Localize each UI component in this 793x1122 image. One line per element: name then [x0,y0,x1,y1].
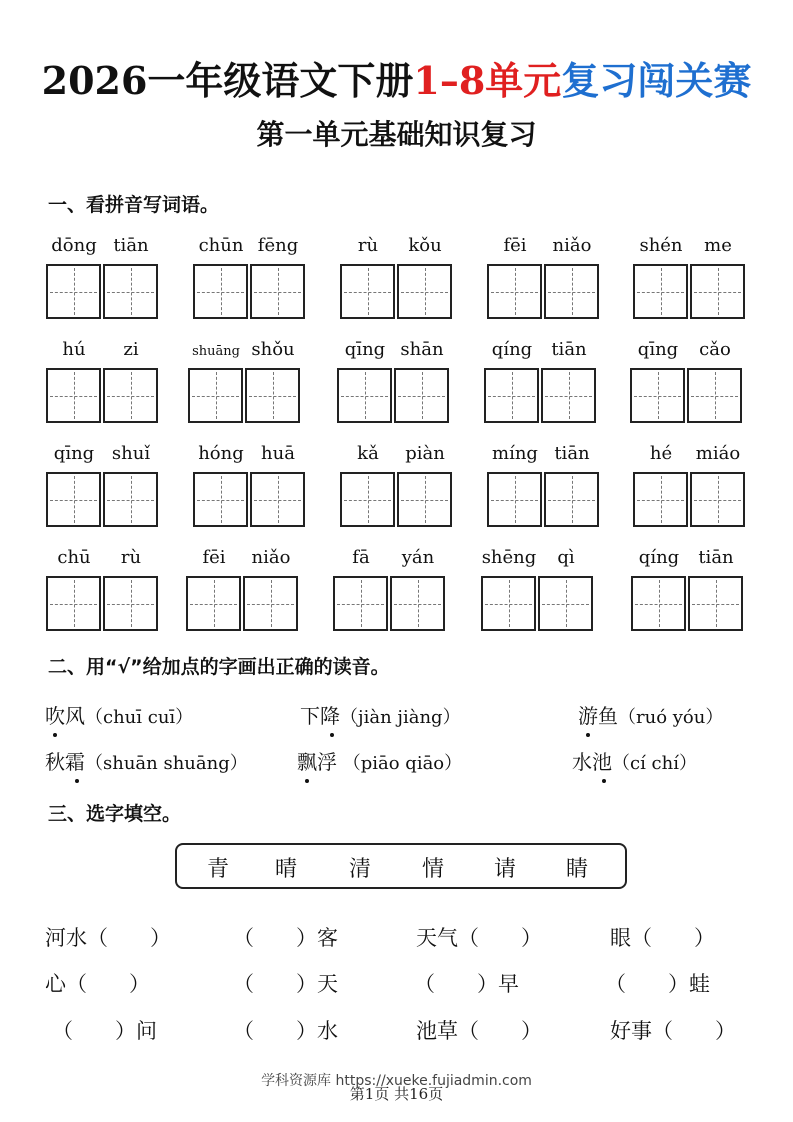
pinyin-word [337,339,451,425]
pinyin-syllable: shuāng [192,344,240,359]
item-word: 秋霜 [45,746,85,775]
pinyin-syllable: hú [62,339,86,360]
reading-item [297,746,462,775]
item-word: 水池 [572,746,612,775]
writing-box[interactable] [186,576,241,631]
fill-blank[interactable]: 眼（ ） [610,926,715,950]
section1-heading: 一、看拼音写词语。 [48,194,220,216]
writing-box[interactable] [690,472,745,527]
writing-box[interactable] [333,576,388,631]
bank-char: 青 [207,857,230,882]
pinyin-syllable: cǎo [699,339,731,360]
writing-box[interactable] [544,472,599,527]
pinyin-syllable: dōng [51,235,97,256]
writing-box[interactable] [484,368,539,423]
writing-box[interactable] [188,368,243,423]
bank-char: 情 [422,857,445,882]
pinyin-syllable: zi [123,339,139,360]
page-title [0,50,793,105]
writing-box[interactable] [193,264,248,319]
section2-heading: 二、用“√”给加点的字画出正确的读音。 [48,656,390,678]
pinyin-syllable: kǒu [408,235,442,256]
pinyin-syllable: fā [352,547,370,568]
writing-box[interactable] [541,368,596,423]
writing-box[interactable] [394,368,449,423]
writing-box[interactable] [487,472,542,527]
character-bank [175,843,627,889]
fill-blank[interactable]: （ ）客 [233,926,338,950]
item-word: 飘浮 [297,746,337,775]
writing-box[interactable] [397,264,452,319]
emphasis-dot [53,733,57,737]
pinyin-word [46,443,160,529]
emphasis-dot [586,733,590,737]
writing-box[interactable] [690,264,745,319]
item-options: （shuān shuāng） [85,753,248,774]
item-options: （piāo qiāo） [337,753,463,774]
title-part3: 复习闯关赛 [561,58,752,103]
pinyin-syllable: shuǐ [111,443,151,464]
pinyin-syllable: qíng [491,339,533,360]
bank-char: 清 [349,857,372,882]
pinyin-syllable: kǎ [357,443,379,464]
item-options: （cí chí） [612,753,697,774]
pinyin-syllable: tiān [551,339,587,360]
pinyin-word [340,443,454,529]
writing-box[interactable] [633,264,688,319]
writing-box[interactable] [397,472,452,527]
writing-box[interactable] [250,472,305,527]
pinyin-syllable: chū [57,547,91,568]
bank-char: 请 [494,857,517,882]
pinyin-word [193,235,307,321]
pinyin-syllable: fēi [503,235,527,256]
emphasis-dot [305,779,309,783]
writing-box[interactable] [544,264,599,319]
page-subtitle: 第一单元基础知识复习 [256,118,537,151]
writing-box[interactable] [46,368,101,423]
pinyin-word [487,235,601,321]
writing-box[interactable] [243,576,298,631]
writing-box[interactable] [193,472,248,527]
item-word: 游鱼 [578,700,618,729]
writing-box[interactable] [103,264,158,319]
pinyin-syllable: rù [357,235,379,256]
pinyin-syllable: yán [401,547,435,568]
pinyin-syllable: qíng [638,547,680,568]
title-part1: 2026一年级语文下册 [41,58,414,103]
writing-box[interactable] [103,472,158,527]
item-word: 吹风 [45,700,85,729]
writing-box[interactable] [630,368,685,423]
pinyin-word [333,547,447,633]
emphasis-dot [330,733,334,737]
pinyin-syllable: huā [261,443,295,464]
writing-box[interactable] [46,576,101,631]
pinyin-syllable: miáo [695,443,741,464]
writing-box[interactable] [103,576,158,631]
bank-char: 睛 [566,857,589,882]
writing-box[interactable] [390,576,445,631]
writing-box[interactable] [245,368,300,423]
pinyin-syllable: niǎo [251,547,291,568]
pinyin-word [340,235,454,321]
writing-box[interactable] [481,576,536,631]
pinyin-syllable: tiān [554,443,590,464]
fill-blank[interactable]: （ ）问 [52,1019,157,1043]
pinyin-syllable: shǒu [251,339,295,360]
title-part2: 1–8单元 [413,58,562,103]
page-number: 第1页 共16页 [349,1085,444,1103]
reading-item [578,700,723,729]
writing-box[interactable] [250,264,305,319]
item-options: （chuī cuī） [85,707,194,728]
pinyin-syllable: hé [649,443,673,464]
pinyin-syllable: míng [492,443,538,464]
pinyin-syllable: chūn [198,235,244,256]
writing-box[interactable] [688,576,743,631]
fill-blank[interactable]: （ ）蛙 [605,972,710,996]
pinyin-syllable: fēng [257,235,299,256]
pinyin-word [46,235,160,321]
pinyin-syllable: me [704,235,732,256]
writing-box[interactable] [487,264,542,319]
fill-blank[interactable]: （ ）早 [414,972,519,996]
section3-heading: 三、选字填空。 [48,803,182,825]
pinyin-word [484,339,598,425]
item-options: （jiàn jiàng） [340,707,461,728]
fill-blank[interactable]: 好事（ ） [610,1019,736,1043]
pinyin-word [46,547,160,633]
pinyin-syllable: qì [557,547,575,568]
pinyin-syllable: piàn [405,443,445,464]
pinyin-word [46,339,160,425]
writing-box[interactable] [46,264,101,319]
fill-blank[interactable]: 心（ ） [45,972,150,996]
pinyin-syllable: shén [639,235,683,256]
pinyin-syllable: shān [400,339,444,360]
reading-item [45,746,248,775]
pinyin-word [487,443,601,529]
fill-blank[interactable]: 河水（ ） [45,926,171,950]
reading-item [45,700,193,729]
writing-box[interactable] [687,368,742,423]
pinyin-word [631,547,745,633]
writing-box[interactable] [631,576,686,631]
emphasis-dot [602,779,606,783]
pinyin-syllable: tiān [113,235,149,256]
fill-blank[interactable]: 天气（ ） [416,926,542,950]
writing-box[interactable] [633,472,688,527]
pinyin-word [186,547,300,633]
pinyin-syllable: qīng [344,339,386,360]
pinyin-syllable: niǎo [552,235,592,256]
pinyin-word [633,443,747,529]
pinyin-syllable: shēng [481,547,537,568]
item-word: 下降 [300,700,340,729]
pinyin-syllable: fēi [202,547,226,568]
pinyin-word [481,547,595,633]
pinyin-syllable: rù [120,547,142,568]
fill-blank[interactable]: （ ）天 [233,972,338,996]
writing-box[interactable] [46,472,101,527]
pinyin-syllable: qīng [53,443,95,464]
pinyin-word [633,235,747,321]
pinyin-word [188,339,302,425]
pinyin-word [193,443,307,529]
writing-box[interactable] [103,368,158,423]
pinyin-word [630,339,744,425]
fill-blank[interactable]: 池草（ ） [416,1019,542,1043]
writing-box[interactable] [340,264,395,319]
pinyin-syllable: qīng [637,339,679,360]
writing-box[interactable] [340,472,395,527]
reading-item [300,700,461,729]
pinyin-syllable: hóng [198,443,244,464]
item-options: （ruó yóu） [618,707,724,728]
pinyin-syllable: tiān [698,547,734,568]
fill-blank[interactable]: （ ）水 [233,1019,338,1043]
writing-box[interactable] [538,576,593,631]
source-watermark: 学科资源库 https://xueke.fujiadmin.com [261,1073,532,1089]
writing-box[interactable] [337,368,392,423]
bank-char: 晴 [275,857,298,882]
reading-item [572,746,697,775]
emphasis-dot [75,779,79,783]
